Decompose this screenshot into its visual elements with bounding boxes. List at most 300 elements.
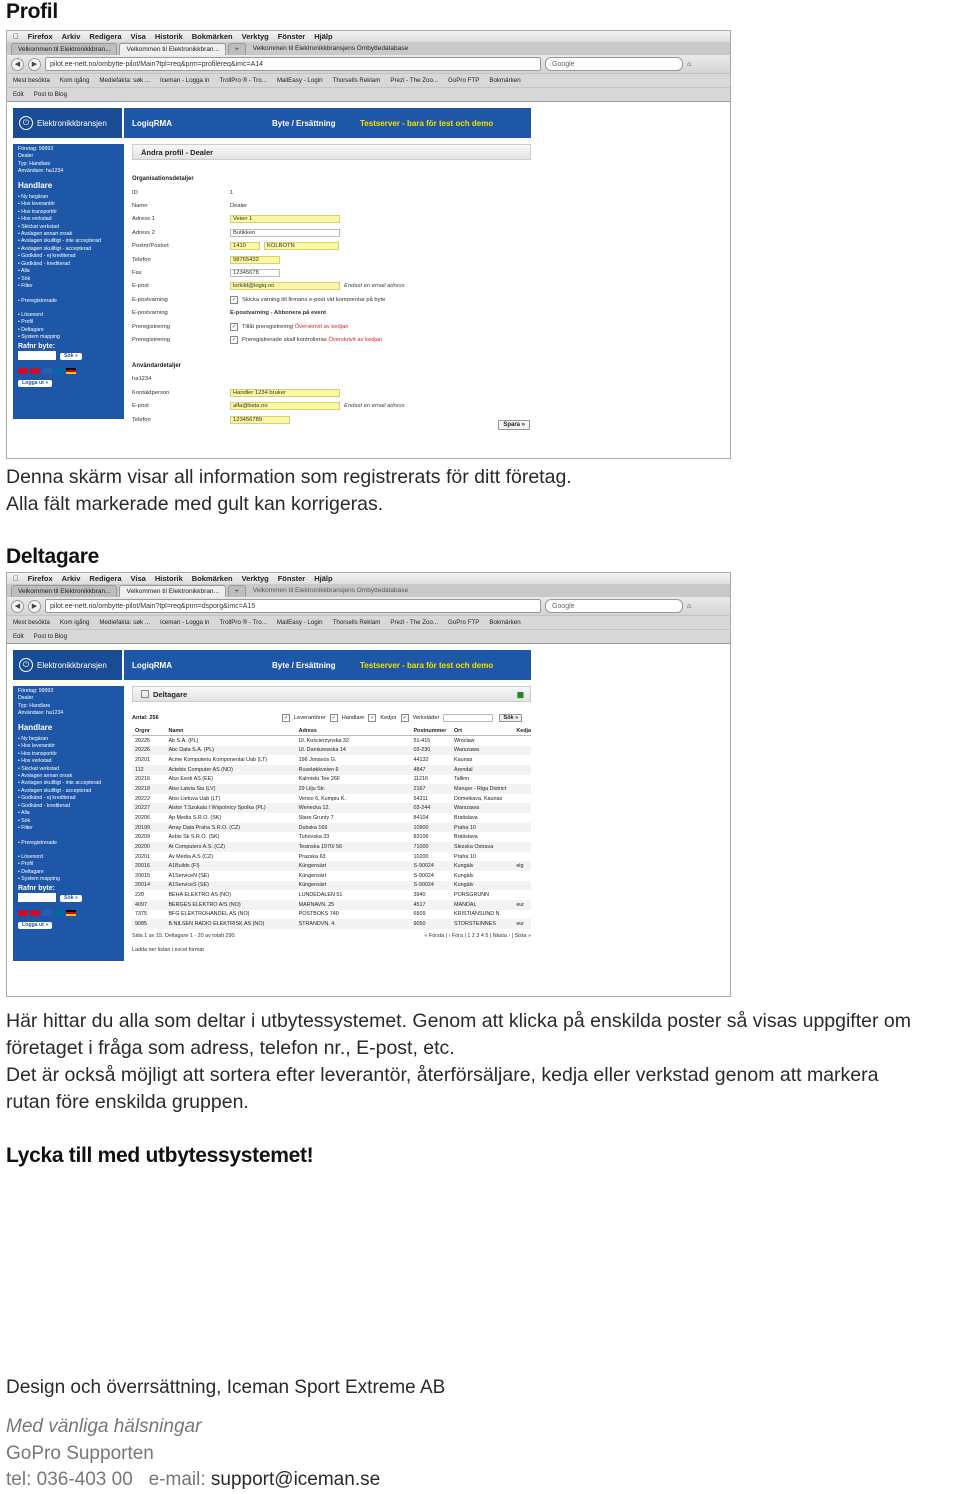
email-field[interactable]: lorkild@logiq.no [230, 282, 340, 290]
table-cell: Warszawa [451, 746, 513, 756]
postort-field[interactable]: KOLBOTN [264, 242, 339, 250]
apple-icon[interactable] [13, 574, 19, 583]
table-cell: BERGES ELEKTRO A/S (NO) [165, 900, 295, 910]
sidebar-item[interactable]: • Filter [18, 282, 33, 289]
prereg-checkbox[interactable]: ✓ [231, 323, 237, 330]
server-note: Testserver - bara för test och demo [360, 118, 494, 128]
sidebar-item-profil[interactable]: • Profil [18, 319, 34, 326]
fax-field[interactable]: 12345678 [230, 269, 280, 277]
table-cell: 4847 [410, 765, 451, 775]
app-name: LogiqRMA [132, 660, 172, 670]
profil-caption-2: Alla fält markerade med gult kan korrigeras. [6, 493, 384, 515]
sidebar-item[interactable]: • Avslagen skulltigt - accepterad [18, 245, 92, 252]
language-flags [18, 910, 119, 916]
table-cell: Küngensärt [296, 861, 411, 871]
tab-strip [7, 584, 730, 597]
table-cell [513, 736, 531, 746]
table-row[interactable] [132, 775, 531, 785]
table-cell: Praha 10 [451, 823, 513, 833]
sidebar-item[interactable]: • Avslagen skulltigt - inte accepterad [18, 238, 102, 245]
table-row[interactable] [132, 794, 531, 804]
section-heading-profil: Profil [6, 0, 58, 23]
sidebar-item[interactable]: • Ny begäran [18, 194, 49, 201]
table-cell: 220 [132, 890, 165, 900]
pagination-summary: Sida 1 av 15. Deltagare 1 - 20 av totalt 290. [132, 932, 236, 939]
sidebar-item-losenord[interactable]: • Lösenord [18, 311, 43, 318]
count-label: Antal: 256 [132, 715, 159, 721]
sidebar-item[interactable]: • Sök [18, 817, 31, 824]
table-cell: 83106 [410, 832, 451, 842]
table-cell: A1ServiceN (SE) [165, 871, 295, 881]
filter-row: Antal: 256 ✓ Leverantörer ✓ Handlare ✓ Kedjor ✓ Verkstäder Sök » [132, 714, 531, 722]
page-content [7, 644, 730, 984]
table-cell [513, 910, 531, 920]
table-cell: STORSTEINNES [451, 919, 513, 929]
sidebar-item[interactable]: • Ny begäran [18, 736, 49, 743]
table-row[interactable] [132, 852, 531, 862]
sidebar-item[interactable]: • Filter [18, 824, 33, 831]
sidebar-item[interactable]: • Godkänd - ej krediterad [18, 253, 76, 260]
new-tab-button[interactable]: + [228, 43, 246, 55]
nav-toolbar [7, 55, 730, 73]
pagination-links[interactable]: « Första | ‹ Föra | 1 2 3 4 5 | Nästa › | Sista » [424, 932, 531, 939]
table-cell: 54311 [410, 794, 451, 804]
sidebar-item-system-mapping[interactable]: • System mapping [18, 875, 60, 882]
bookmark-7[interactable]: Thorsells Reklam [332, 77, 381, 84]
sidebar-item-system-mapping[interactable]: • System mapping [18, 333, 60, 340]
table-cell [513, 823, 531, 833]
table-cell: Tuhovska 33 [296, 832, 411, 842]
table-cell: 51-416 [410, 736, 451, 746]
menu-verktyg[interactable]: Verktyg [235, 32, 264, 41]
table-cell [513, 842, 531, 852]
search-box[interactable]: Google [545, 57, 683, 71]
table-cell: Kungälv [451, 861, 513, 871]
rafnr-search-button[interactable]: Sök » [60, 895, 82, 902]
table-cell: 20201 [132, 755, 165, 765]
col-header-ort[interactable]: Ort [451, 726, 513, 736]
sidebar-item[interactable]: • Hos transportör [18, 208, 58, 215]
table-cell: Alstor T.Szukala I Wspolnicy Spolka (PL) [165, 803, 295, 813]
menu-redigera[interactable]: Redigera [83, 574, 116, 583]
forward-icon[interactable]: ▶ [28, 58, 41, 71]
edit-button[interactable]: Edit [13, 91, 24, 98]
flag-fi-icon[interactable] [42, 910, 52, 916]
table-cell: 6509 [410, 910, 451, 920]
bookmark-6[interactable]: MailEasy - Login [276, 619, 323, 626]
sidebar-item[interactable]: • Avslagen annan orsak [18, 231, 73, 238]
table-cell: Küngensärt [296, 871, 411, 881]
table-cell: Domeikava, Kaunas [451, 794, 513, 804]
closing-heading: Lycka till med utbytessystemet! [6, 1144, 314, 1167]
sidebar-item-prereg[interactable]: • Preregistrerade [18, 840, 58, 847]
table-cell: 196 Jonavos G. [296, 755, 411, 765]
rafnr-input[interactable] [18, 351, 56, 360]
sidebar-item[interactable]: • Sök [18, 275, 31, 282]
excel-icon[interactable]: ▦ [516, 689, 524, 699]
filter-kedjor-checkbox[interactable]: ✓ [370, 715, 375, 721]
power-icon: ⏻ [19, 116, 33, 130]
filter-handlare-checkbox[interactable]: ✓ [331, 715, 336, 721]
table-cell: 20216 [132, 775, 165, 785]
browser-tab-2[interactable]: Velkommen til Elektronikkbran... [119, 585, 225, 597]
bookmark-4[interactable]: Iceman - Logga in [159, 77, 210, 84]
pagination [132, 933, 531, 939]
sidebar-item[interactable]: • Godkänd - krediterad [18, 260, 70, 267]
flag-de-icon[interactable] [66, 910, 76, 916]
bookmark-1[interactable]: Mest besökta [13, 77, 50, 84]
table-cell: Tesinska 1970/ 56 [296, 842, 411, 852]
table-cell: 20209 [132, 832, 165, 842]
table-cell: Slezska Ostrava [451, 842, 513, 852]
table-cell: 20200 [132, 842, 165, 852]
excel-download-link[interactable]: Ladda ner listan i excel format [132, 946, 204, 953]
table-cell: 10900 [410, 823, 451, 833]
sidebar-item[interactable]: • Hos verkstad [18, 758, 52, 765]
menu-fonster[interactable]: Fönster [272, 32, 300, 41]
table-cell: 29 Lilju Str. [296, 784, 411, 794]
col-header-kedja[interactable]: Kedja [513, 726, 531, 736]
tab-strip [7, 42, 730, 55]
filter-leverantorer-checkbox[interactable]: ✓ [283, 715, 289, 721]
back-icon[interactable]: ◀ [11, 600, 24, 613]
table-cell: Also Lietuva Uab (LT) [165, 794, 295, 804]
contact-person-field[interactable]: Handler 1234 bruker [230, 389, 340, 397]
app-banner [13, 108, 531, 138]
table-cell: Also Latvia Sia (LV) [165, 784, 295, 794]
table-cell [513, 746, 531, 756]
table-cell: Av Media A.S (CZ) [165, 852, 295, 862]
profile-form: Ändra profil - Dealer Organisationsdetaljer ID 1 Namn Dealer Adress 1 Veien 1 Adress 2 Butikken Postnr/Postort 1410 KOLBOTN Telefon 98765432 Fax 12345678 E-post lorkild@logiq.no Endast en email adress E-postvarning ✓ Skicka varning till firmans e-post vid kommentar på byte E-postvarning E-postvarning - Abbonera på event Preregistrering ✓ Tillåt preregistrering Överskrivit av kedjan Preregistrering ✓ Preregistrerade skall kontrolleras Överskrivit av kedjan Användardetaljer ha1234 Kontaktperson Handler 1234 bruker E-post alfa@beta.no Endast en email adress Telefon 123456789 [132, 144, 531, 426]
table-cell: 84104 [410, 813, 451, 823]
table-cell: 20222 [132, 794, 165, 804]
table-row[interactable] [132, 832, 531, 842]
address2-field[interactable]: Butikken [230, 229, 340, 237]
table-cell: Bratislava [451, 832, 513, 842]
profil-caption-1: Denna skärm visar all information som registrerats för ditt företag. [6, 466, 572, 488]
table-cell: Also Eesti AS (EE) [165, 775, 295, 785]
post-to-blog-button[interactable]: Post to Blog [33, 633, 68, 640]
table-cell: 7375 [132, 910, 165, 920]
flag-de-icon[interactable] [66, 368, 76, 374]
brand-logo[interactable]: ⏻ Elektronikkbransjen [13, 650, 124, 680]
menu-historik[interactable]: Historik [149, 32, 178, 41]
menu-visa[interactable]: Visa [124, 574, 141, 583]
bookmark-1[interactable]: Mest besökta [13, 619, 50, 626]
module-name: Byte / Ersättning [272, 660, 336, 670]
table-row[interactable] [132, 861, 531, 871]
table-cell: 9085 [132, 919, 165, 929]
table-cell: A1Builds (FI) [165, 861, 295, 871]
table-cell: Stare Grunty 7 [296, 813, 411, 823]
bookmark-5[interactable]: TrollPro ® - Tro... [219, 77, 267, 84]
sidebar-section: Handlare [18, 722, 53, 732]
table-cell: Dubska 169 [296, 823, 411, 833]
bookmark-7[interactable]: Thorsells Reklam [332, 619, 381, 626]
prereg-check-checkbox[interactable]: ✓ [231, 336, 237, 343]
table-row[interactable] [132, 765, 531, 775]
regards: Med vänliga hälsningar [6, 1416, 202, 1437]
deltagare-para-line-2: företaget i fråga som adress, telefon nr., E-post, etc. [6, 1037, 455, 1059]
menu-hjalp[interactable]: Hjälp [308, 574, 327, 583]
table-cell: Warszawa [451, 803, 513, 813]
table-row[interactable] [132, 746, 531, 756]
menu-bar [7, 573, 730, 584]
sidebar-item[interactable]: • Avslagen skulltigt - accepterad [18, 787, 92, 794]
table-cell: Kungälv [451, 871, 513, 881]
menu-verktyg[interactable]: Verktyg [235, 574, 264, 583]
flag-dk-icon[interactable] [30, 910, 40, 916]
table-cell: Versio 6, Kumpiu K. [296, 794, 411, 804]
rafnr-search-button[interactable]: Sök » [60, 353, 82, 360]
user-phone-field[interactable]: 123456789 [230, 416, 290, 424]
table-cell: 20206 [132, 813, 165, 823]
bookmark-9[interactable]: GoPro FTP [448, 77, 480, 84]
bookmark-2[interactable]: Kom igång [59, 77, 90, 84]
table-row[interactable] [132, 803, 531, 813]
sidebar-item[interactable]: • Hos leverantör [18, 201, 55, 208]
participants-panel [132, 686, 531, 953]
url-bar[interactable]: pilot.ee-nett.no/ombytte-pilot/Main?tpl=req&prm=dsporg&imc=A15 [45, 599, 541, 613]
table-row[interactable] [132, 784, 531, 794]
flag-no-icon[interactable] [18, 368, 28, 374]
table-cell [513, 890, 531, 900]
email-link[interactable]: support@iceman.se [210, 1469, 381, 1490]
sidebar-item[interactable]: • Hos leverantör [18, 743, 55, 750]
table-cell: 20016 [132, 861, 165, 871]
table-cell: Küngensärt [296, 881, 411, 891]
email-warning-checkbox[interactable]: ✓ [231, 296, 237, 303]
url-bar[interactable]: pilot.ee-nett.no/ombytte-pilot/Main?tpl=req&prm=profilereq&imc=A14 [45, 57, 541, 71]
table-cell: MANDAL [451, 900, 513, 910]
table-cell: Bratislava [451, 813, 513, 823]
bookmark-8[interactable]: Prezi - The Zoo... [390, 619, 439, 626]
sidebar-item[interactable]: • Alla [18, 810, 30, 817]
home-icon[interactable]: ⌂ [687, 60, 692, 68]
menu-firefox[interactable]: Firefox [22, 32, 48, 41]
module-name: Byte / Ersättning [272, 118, 336, 128]
table-cell: Praha 10 [451, 852, 513, 862]
table-cell: 3940 [410, 890, 451, 900]
rafnr-label: Rafnr byte: [18, 885, 55, 893]
browser-tab-1[interactable]: Velkommen til Elektronikkbran... [11, 43, 117, 55]
table-cell: KRISTIANSUND N [451, 910, 513, 920]
table-cell: 2167 [410, 784, 451, 794]
user-email-field[interactable]: alfa@beta.no [230, 402, 340, 410]
menu-redigera[interactable]: Redigera [83, 32, 116, 41]
table-row[interactable] [132, 813, 531, 823]
save-button[interactable]: Spara » [498, 420, 530, 430]
postnr-field[interactable]: 1410 [230, 242, 260, 250]
table-cell: 20015 [132, 871, 165, 881]
table-cell: Acme Komputeriu Komponentai Uab (LT) [165, 755, 295, 765]
table-cell: PORSGRUNN [451, 890, 513, 900]
deltagare-para-line-4: rutan före enskilda gruppen. [6, 1091, 249, 1113]
table-row[interactable] [132, 755, 531, 765]
table-cell: 03-244 [410, 803, 451, 813]
post-to-blog-button[interactable]: Post to Blog [33, 91, 68, 98]
forward-icon[interactable]: ▶ [28, 600, 41, 613]
table-cell: 20201 [132, 852, 165, 862]
nav-toolbar [7, 597, 730, 615]
search-input[interactable] [443, 714, 493, 722]
edit-button[interactable]: Edit [13, 633, 24, 640]
flag-se-icon[interactable] [54, 910, 64, 916]
table-cell [513, 755, 531, 765]
sidebar-item-deltagare[interactable]: • Deltagare [18, 868, 44, 875]
flag-no-icon[interactable] [18, 910, 28, 916]
bookmark-3[interactable]: Mediefakta: søk ... [99, 619, 150, 626]
table-cell: 10200 [410, 852, 451, 862]
menu-hjalp[interactable]: Hjälp [308, 32, 327, 41]
col-header-adress[interactable]: Adress [296, 726, 411, 736]
table-cell: BEHA ELEKTRO AS (NO) [165, 890, 295, 900]
window-title: Velkommen til Elektronikkbransjens Ombyttedatabase [252, 45, 409, 52]
table-cell [513, 784, 531, 794]
filter-verkstader-checkbox[interactable]: ✓ [402, 715, 407, 721]
back-icon[interactable]: ◀ [11, 58, 24, 71]
bookmark-8[interactable]: Prezi - The Zoo... [390, 77, 439, 84]
page-title: Deltagare ▦ [132, 686, 531, 702]
table-cell: 44132 [410, 755, 451, 765]
col-header-postnummer[interactable]: Postnummer [410, 726, 451, 736]
select-all-checkbox[interactable] [141, 690, 149, 698]
table-cell: 20227 [132, 803, 165, 813]
col-header-namn[interactable]: Namn [165, 726, 295, 736]
flag-dk-icon[interactable] [30, 368, 40, 374]
table-cell [513, 775, 531, 785]
user-section-title: Användardetaljer [132, 362, 182, 369]
phone-field[interactable]: 98765432 [230, 256, 280, 264]
table-cell: Wenecka 12. [296, 803, 411, 813]
menu-firefox[interactable]: Firefox [22, 574, 48, 583]
table-cell: Ul. Daniszewska 14 [296, 746, 411, 756]
home-icon[interactable]: ⌂ [687, 602, 692, 610]
sidebar-item[interactable]: • Skickat verkstad [18, 223, 60, 230]
power-icon: ⏻ [19, 658, 33, 672]
table-cell: Kaunas [451, 755, 513, 765]
table-row[interactable] [132, 881, 531, 891]
table-row[interactable] [132, 919, 531, 929]
table-cell: Prazska 63 [296, 852, 411, 862]
rafnr-input[interactable] [18, 893, 56, 902]
sidebar-item-profil[interactable]: • Profil [18, 861, 34, 868]
sidebar-item[interactable]: • Godkänd - krediterad [18, 802, 70, 809]
bookmarks-menu[interactable]: Bokmärken [489, 77, 521, 84]
table-cell: 9050 [410, 919, 451, 929]
search-box[interactable]: Google [545, 599, 683, 613]
table-cell: Actebis Computer AS (NO) [165, 765, 295, 775]
sidebar-item-losenord[interactable]: • Lösenord [18, 853, 43, 860]
table-row[interactable] [132, 871, 531, 881]
bookmark-2[interactable]: Kom igång [59, 619, 90, 626]
bookmark-3[interactable]: Mediefakta: søk ... [99, 77, 150, 84]
table-cell: Abc Data S.A. (PL) [165, 746, 295, 756]
design-credit: Design och överrsättning, Iceman Sport Extreme AB [6, 1377, 446, 1398]
table-cell: S-90024 [410, 871, 451, 881]
app-name: LogiqRMA [132, 118, 172, 128]
table-row[interactable] [132, 842, 531, 852]
sidebar-item-deltagare[interactable]: • Deltagare [18, 326, 44, 333]
table-cell: 71000 [410, 842, 451, 852]
phone-number: tel: 036-403 00 [6, 1469, 133, 1490]
brand-logo[interactable]: ⏻ Elektronikkbransjen [13, 108, 124, 138]
flag-fi-icon[interactable] [42, 368, 52, 374]
search-button[interactable]: Sök » [499, 714, 522, 722]
browser-tab-2[interactable]: Velkommen til Elektronikkbran... [119, 43, 225, 55]
table-cell: MARNAVN. 25 [296, 900, 411, 910]
profile-screenshot [6, 30, 731, 459]
bookmark-5[interactable]: TrollPro ® - Tro... [219, 619, 267, 626]
bookmark-6[interactable]: MailEasy - Login [276, 77, 323, 84]
table-row[interactable] [132, 736, 531, 746]
participants-screenshot [6, 572, 731, 997]
menu-bokmarken[interactable]: Bokmärken [186, 574, 227, 583]
table-cell: 20226 [132, 746, 165, 756]
table-cell: At Computers A.S. (CZ) [165, 842, 295, 852]
section-heading-deltagare: Deltagare [6, 545, 100, 568]
contact-line [6, 1469, 380, 1491]
menu-arkiv[interactable]: Arkiv [56, 574, 75, 583]
bookmark-4[interactable]: Iceman - Logga in [159, 619, 210, 626]
flag-se-icon[interactable] [54, 368, 64, 374]
table-cell: Ul. Kościerzynska 32 [296, 736, 411, 746]
table-cell [513, 765, 531, 775]
sidebar-item[interactable]: • Hos transportör [18, 750, 58, 757]
menu-fonster[interactable]: Fönster [272, 574, 300, 583]
table-cell: Ruseløkkveien 6 [296, 765, 411, 775]
bookmarks-menu[interactable]: Bokmärken [489, 619, 521, 626]
table-row[interactable] [132, 890, 531, 900]
menu-visa[interactable]: Visa [124, 32, 141, 41]
deltagare-para-line-3: Det är också möjligt att sortera efter leverantör, återförsäljare, kedja eller verkstad genom att markera [6, 1064, 879, 1086]
bookmark-9[interactable]: GoPro FTP [448, 619, 480, 626]
table-cell: BFG ELEKTROHANDEL AS (NO) [165, 910, 295, 920]
sidebar-item[interactable]: • Avslagen annan orsak [18, 773, 73, 780]
new-tab-button[interactable]: + [228, 585, 246, 597]
menu-historik[interactable]: Historik [149, 574, 178, 583]
table-cell: POSTBOKS 740 [296, 910, 411, 920]
col-header-orgnr[interactable]: Orgnr [132, 726, 165, 736]
table-row[interactable] [132, 823, 531, 833]
sidebar-section: Handlare [18, 180, 53, 190]
apple-icon[interactable] [13, 32, 19, 41]
sidebar-item[interactable]: • Avslagen skulltigt - inte accepterad [18, 780, 102, 787]
table-cell [513, 871, 531, 881]
table-cell: 11216 [410, 775, 451, 785]
deltagare-para-line-1: Här hittar du alla som deltar i utbytessystemet. Genom att klicka på enskilda poster så visas uppgifter om [6, 1010, 911, 1032]
table-row[interactable] [132, 900, 531, 910]
logout-button[interactable]: Logga ut » [18, 380, 52, 387]
table-row[interactable] [132, 910, 531, 920]
logout-button[interactable]: Logga ut » [18, 922, 52, 929]
menu-arkiv[interactable]: Arkiv [56, 32, 75, 41]
sidebar-item-prereg[interactable]: • Preregistrerade [18, 298, 58, 305]
table-cell: 4097 [132, 900, 165, 910]
sidebar-item[interactable]: • Hos verkstad [18, 216, 52, 223]
address1-field[interactable]: Veien 1 [230, 215, 340, 223]
bookmarks-bar [7, 615, 730, 629]
menu-bokmarken[interactable]: Bokmärken [186, 32, 227, 41]
table-cell: Tallinn [451, 775, 513, 785]
table-cell: Ab S.A. (PL) [165, 736, 295, 746]
sidebar-item[interactable]: • Skickat verkstad [18, 765, 60, 772]
sidebar-item[interactable]: • Godkänd - ej krediterad [18, 795, 76, 802]
window-title: Velkommen til Elektronikkbransjens Ombyttedatabase [252, 587, 409, 594]
browser-tab-1[interactable]: Velkommen til Elektronikkbran... [11, 585, 117, 597]
sidebar-item[interactable]: • Alla [18, 268, 30, 275]
table-cell: eur [513, 919, 531, 929]
